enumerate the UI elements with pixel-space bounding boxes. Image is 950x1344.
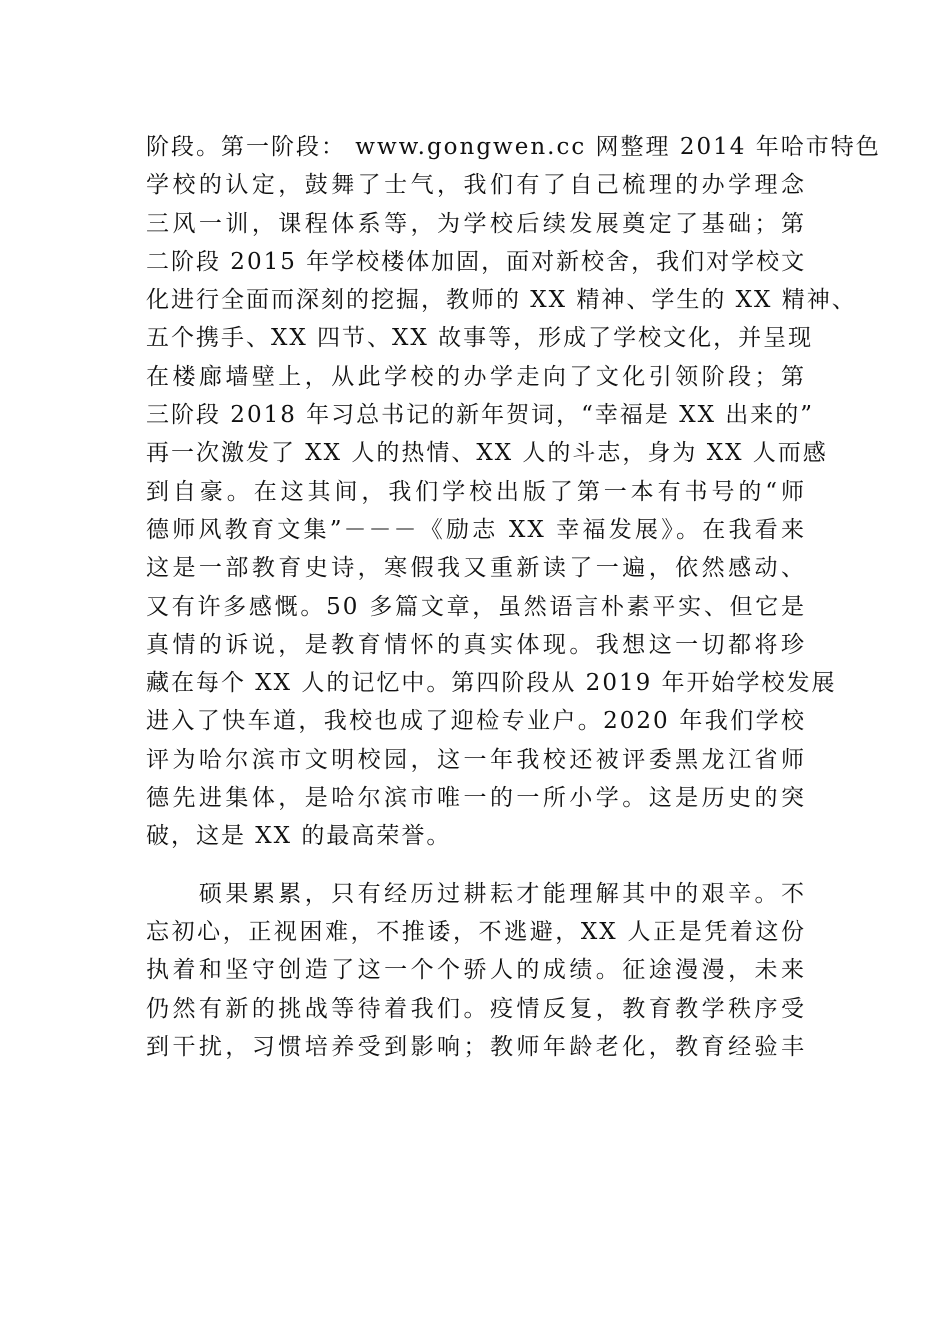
text-line: 到干扰，习惯培养受到影响；教师年龄老化，教育经验丰 — [146, 1033, 806, 1060]
text-line: 又有许多感慨。50 多篇文章，虽然语言朴素平实、但它是 — [146, 593, 806, 620]
paragraph — [146, 875, 806, 1066]
text-line: 再一次激发了 XX 人的热情、XX 人的斗志，身为 XX 人而感 — [146, 440, 828, 467]
text-line: 三阶段 2018 年习总书记的新年贺词，“幸福是 XX 出来的” — [146, 402, 815, 429]
text-line: 藏在每个 XX 人的记忆中。第四阶段从 2019 年开始学校发展 — [146, 670, 837, 697]
text-line: 在楼廊墙壁上，从此学校的办学走向了文化引领阶段；第 — [146, 363, 806, 390]
text-line: 执着和坚守创造了这一个个骄人的成绩。征途漫漫，未来 — [146, 957, 806, 984]
text-line: 学校的认定，鼓舞了士气，我们有了自己梳理的办学理念 — [146, 172, 806, 199]
body-text — [146, 128, 881, 1066]
paragraph — [146, 128, 881, 856]
text-line: 到自豪。在这其间，我们学校出版了第一本有书号的“师 — [146, 478, 806, 505]
text-line: 德先进集体，是哈尔滨市唯一的一所小学。这是历史的突 — [146, 785, 806, 812]
text-line: 阶段。第一阶段： www.gongwen.cc 网整理 2014 年哈市特色 — [146, 134, 881, 160]
text-line: 这是一部教育史诗，寒假我又重新读了一遍，依然感动、 — [146, 555, 806, 582]
text-line: 评为哈尔滨市文明校园，这一年我校还被评委黑龙江省师 — [146, 746, 806, 773]
text-line: 进入了快车道，我校也成了迎检专业户。2020 年我们学校 — [146, 708, 806, 735]
text-line: 硕果累累，只有经历过耕耘才能理解其中的艰辛。不 — [146, 880, 806, 907]
text-line: 化进行全面而深刻的挖掘，教师的 XX 精神、学生的 XX 精神、 — [146, 287, 857, 314]
paragraph-gap — [146, 856, 806, 875]
text-line: 真情的诉说，是教育情怀的真实体现。我想这一切都将珍 — [146, 631, 806, 658]
text-line: 二阶段 2015 年学校楼体加固，面对新校舍，我们对学校文 — [146, 248, 807, 275]
text-line: 破，这是 XX 的最高荣誉。 — [146, 823, 452, 850]
text-line: 仍然有新的挑战等待着我们。疫情反复，教育教学秩序受 — [146, 995, 806, 1022]
text-line: 三风一训，课程体系等，为学校后续发展奠定了基础；第 — [146, 210, 806, 237]
text-line: 忘初心，正视困难，不推诿，不逃避，XX 人正是凭着这份 — [146, 918, 806, 945]
text-line: 德师风教育文集”－－－《励志 XX 幸福发展》。在我看来 — [146, 516, 806, 543]
text-line: 五个携手、XX 四节、XX 故事等，形成了学校文化，并呈现 — [146, 325, 814, 352]
